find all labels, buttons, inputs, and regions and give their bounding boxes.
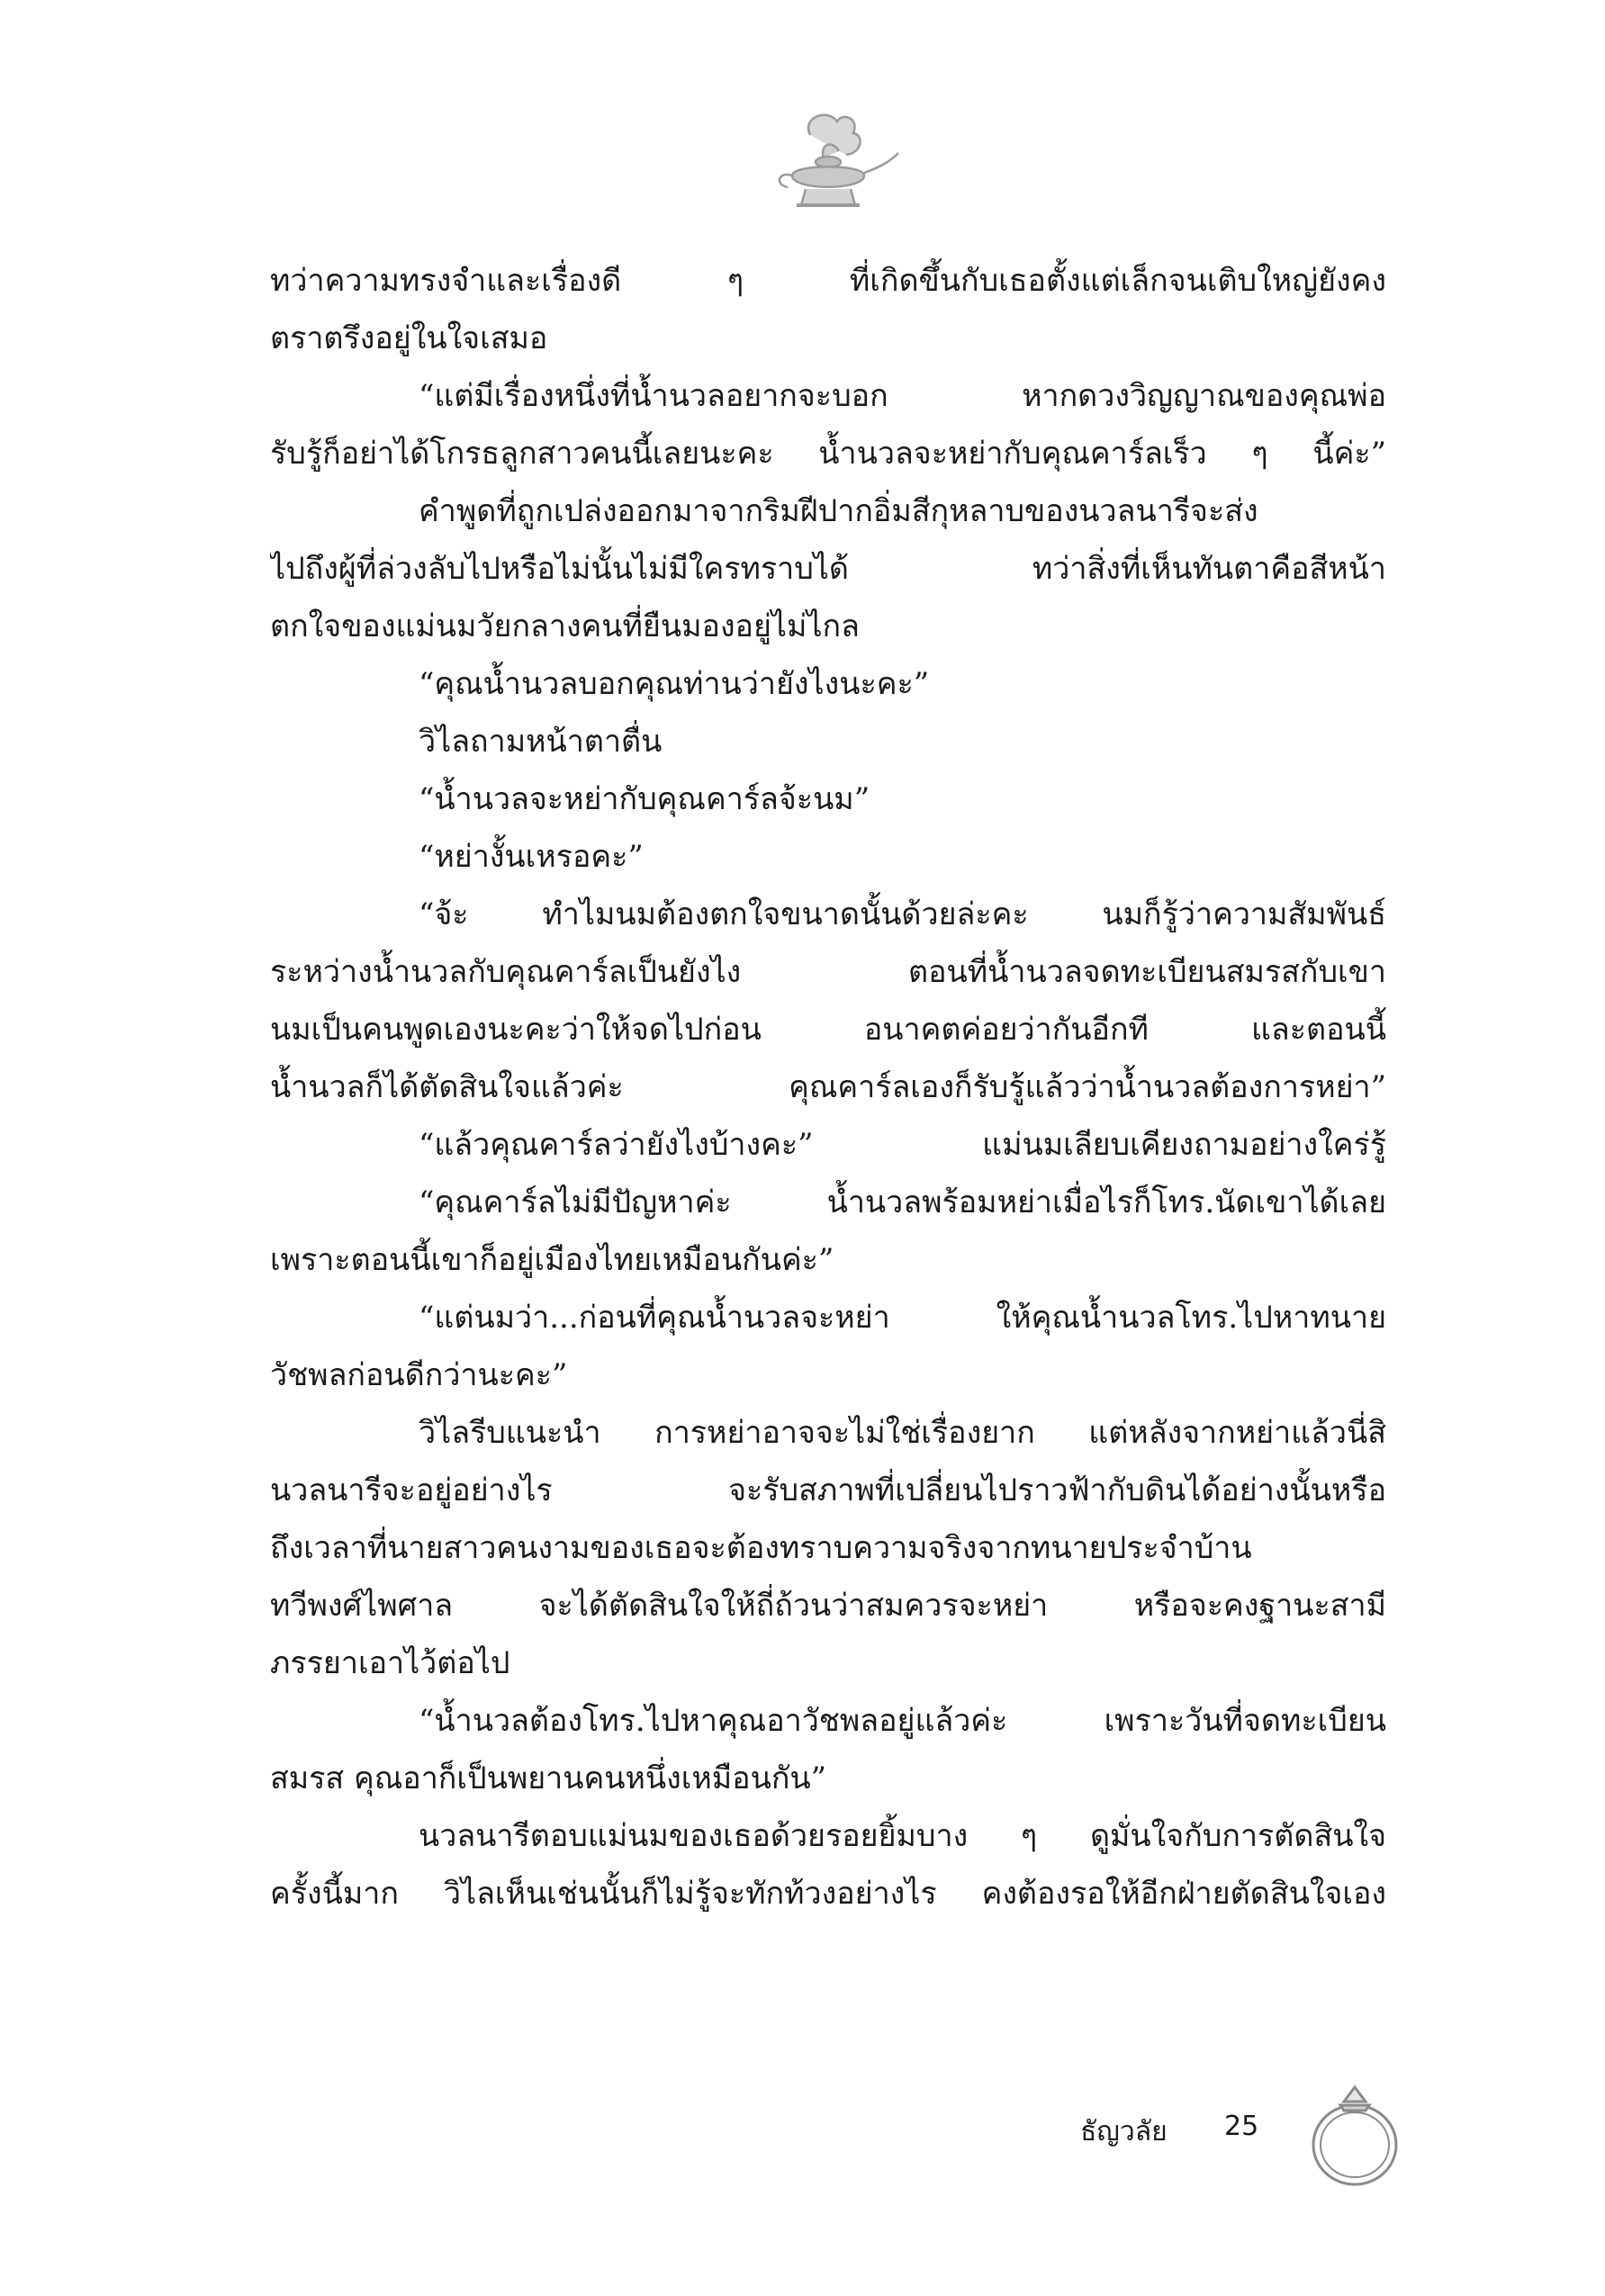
paragraph-line: วิไลรีบแนะนำ การหย่าอาจจะไม่ใช่เรื่องยาก แต่หลังจากหย่าแล้วนี่สิ	[419, 1415, 1386, 1451]
paragraph-line: เพราะตอนนี้เขาก็อยู่เมืองไทยเหมือนกันค่ะ”	[270, 1242, 834, 1278]
page-number: 25	[1224, 2111, 1259, 2142]
paragraph-line: “แต่มีเรื่องหนึ่งที่น้ำนวลอยากจะบอก หากดวงวิญญาณของคุณพ่อ	[419, 378, 1386, 414]
paragraph-line: “คุณน้ำนวลบอกคุณท่านว่ายังไงนะคะ”	[419, 666, 930, 702]
paragraph-line: ภรรยาเอาไว้ต่อไป	[270, 1645, 510, 1681]
paragraph-line: คำพูดที่ถูกเปล่งออกมาจากริมฝีปากอิ่มสีกุหลาบของนวลนารีจะส่ง	[419, 493, 1258, 529]
body-text	[270, 252, 1386, 1922]
paragraph-line: วัชพลก่อนดีกว่านะคะ”	[270, 1357, 568, 1393]
diamond-ring-icon	[1301, 2075, 1409, 2192]
page-footer	[1080, 2075, 1440, 2192]
genie-lamp-icon	[756, 108, 900, 225]
paragraph-line: “น้ำนวลจะหย่ากับคุณคาร์ลจ้ะนม”	[419, 781, 870, 817]
paragraph-line: น้ำนวลก็ได้ตัดสินใจแล้วค่ะ คุณคาร์ลเองก็รับรู้แล้วว่าน้ำนวลต้องการหย่า”	[270, 1069, 1386, 1105]
paragraph-line: ถึงเวลาที่นายสาวคนงามของเธอจะต้องทราบความจริงจากทนายประจำบ้าน	[270, 1530, 1252, 1566]
paragraph-line: “แล้วคุณคาร์ลว่ายังไงบ้างคะ” แม่นมเลียบเคียงถามอย่างใคร่รู้	[419, 1127, 1386, 1163]
paragraph-line: ตราตรึงอยู่ในใจเสมอ	[270, 320, 548, 356]
paragraph-line: “จ้ะ ทำไมนมต้องตกใจขนาดนั้นด้วยล่ะคะ นมก็รู้ว่าความสัมพันธ์	[419, 896, 1386, 932]
author-name: ธัญวลัย	[1080, 2116, 1168, 2147]
paragraph-line: สมรส คุณอาก็เป็นพยานคนหนึ่งเหมือนกัน”	[270, 1760, 827, 1796]
paragraph-line: “คุณคาร์ลไม่มีปัญหาค่ะ น้ำนวลพร้อมหย่าเมื่อไรก็โทร.นัดเขาได้เลย	[419, 1184, 1386, 1220]
paragraph-line: ระหว่างน้ำนวลกับคุณคาร์ลเป็นยังไง ตอนที่น้ำนวลจดทะเบียนสมรสกับเขา	[270, 954, 1386, 990]
paragraph-line: ทว่าความทรงจำและเรื่องดี ๆ ที่เกิดขึ้นกับเธอตั้งแต่เล็กจนเติบใหญ่ยังคง	[270, 263, 1386, 299]
paragraph-line: นวลนารีจะอยู่อย่างไร จะรับสภาพที่เปลี่ยนไปราวฟ้ากับดินได้อย่างนั้นหรือ	[270, 1472, 1386, 1508]
paragraph-line: วิไลถามหน้าตาตื่น	[419, 724, 663, 760]
paragraph-line: ทวีพงศ์ไพศาล จะได้ตัดสินใจให้ถี่ถ้วนว่าสมควรจะหย่า หรือจะคงฐานะสามี	[270, 1588, 1386, 1624]
paragraph-line: ตกใจของแม่นมวัยกลางคนที่ยืนมองอยู่ไม่ไกล	[270, 608, 860, 644]
paragraph-line: “แต่นมว่า...ก่อนที่คุณน้ำนวลจะหย่า ให้คุณน้ำนวลโทร.ไปหาทนาย	[419, 1300, 1386, 1336]
paragraph-line: นวลนารีตอบแม่นมของเธอด้วยรอยยิ้มบาง ๆ ดูมั่นใจกับการตัดสินใจ	[419, 1818, 1386, 1854]
paragraph-line: ไปถึงผู้ที่ล่วงลับไปหรือไม่นั้นไม่มีใครทราบได้ ทว่าสิ่งที่เห็นทันตาคือสีหน้า	[270, 551, 1386, 587]
paragraph-line: “น้ำนวลต้องโทร.ไปหาคุณอาวัชพลอยู่แล้วค่ะ เพราะวันที่จดทะเบียน	[419, 1703, 1386, 1739]
paragraph-line: “หย่างั้นเหรอคะ”	[419, 839, 644, 875]
paragraph-line: รับรู้ก็อย่าได้โกรธลูกสาวคนนี้เลยนะคะ น้ำนวลจะหย่ากับคุณคาร์ลเร็ว ๆ นี้ค่ะ”	[270, 436, 1386, 472]
paragraph-line: นมเป็นคนพูดเองนะคะว่าให้จดไปก่อน อนาคตค่อยว่ากันอีกที และตอนนี้	[270, 1012, 1386, 1048]
paragraph-line: ครั้งนี้มาก วิไลเห็นเช่นนั้นก็ไม่รู้จะทักท้วงอย่างไร คงต้องรอให้อีกฝ่ายตัดสินใจเอง	[270, 1876, 1386, 1912]
